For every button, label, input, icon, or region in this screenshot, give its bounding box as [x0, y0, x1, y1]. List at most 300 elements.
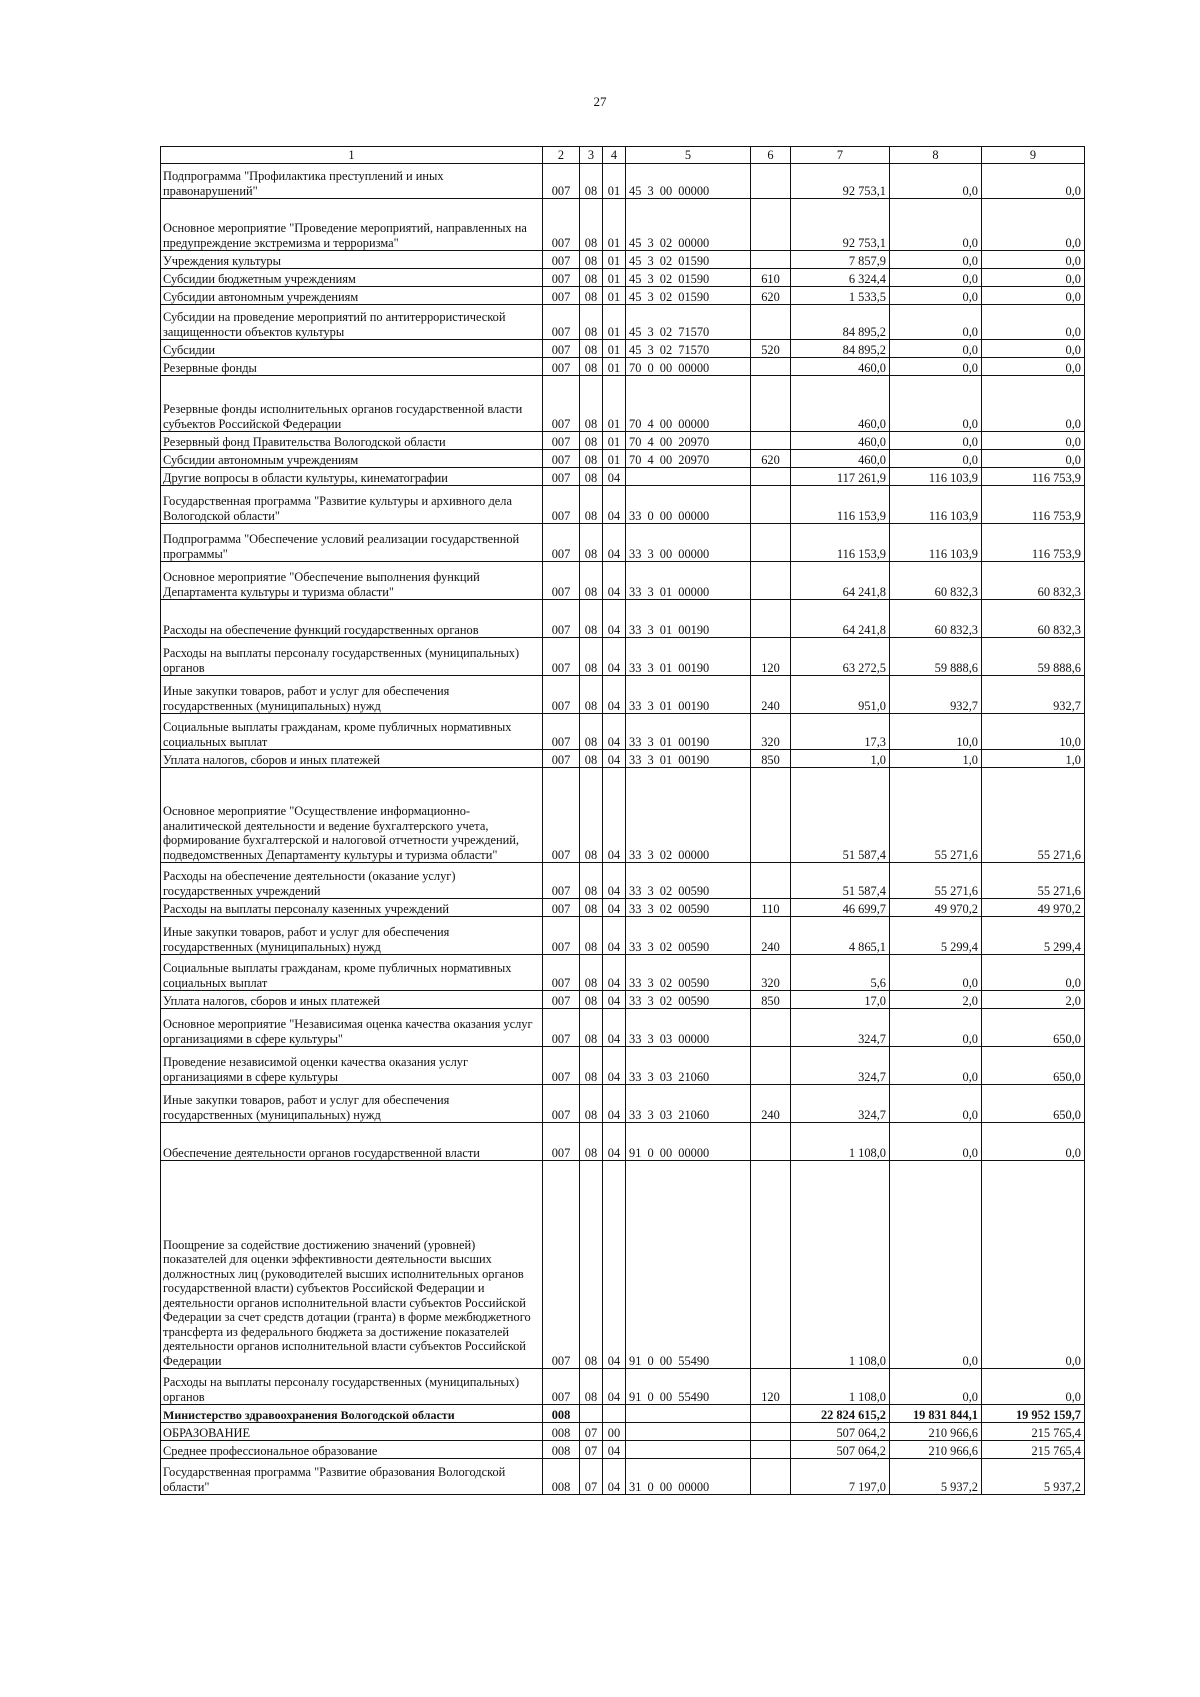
amount-year2-cell: 0,0 [890, 287, 982, 305]
section-code-cell: 08 [580, 638, 603, 676]
expense-type-cell [751, 1441, 791, 1459]
amount-year3-cell: 5 299,4 [982, 917, 1085, 955]
ved-code-cell: 007 [543, 1161, 580, 1369]
expense-type-cell [751, 1123, 791, 1161]
subsection-code-cell: 01 [603, 432, 626, 450]
subsection-code-cell [603, 1405, 626, 1423]
row-name-cell: Уплата налогов, сборов и иных платежей [161, 750, 543, 768]
subsection-code-cell: 04 [603, 1441, 626, 1459]
table-row [161, 768, 1085, 863]
row-name-cell: Подпрограмма "Обеспечение условий реализации государственной программы" [161, 524, 543, 562]
section-code-cell: 08 [580, 1085, 603, 1123]
amount-year3-cell: 932,7 [982, 676, 1085, 714]
ved-code-cell: 007 [543, 358, 580, 376]
subsection-code-cell: 04 [603, 768, 626, 863]
amount-year1-cell: 324,7 [791, 1047, 890, 1085]
amount-year2-cell: 0,0 [890, 305, 982, 340]
target-article-cell: 33 3 02 00000 [626, 768, 751, 863]
row-name-cell: Субсидии на проведение мероприятий по антитеррористической защищенности объектов культуры [161, 305, 543, 340]
section-code-cell: 08 [580, 376, 603, 432]
target-article-cell: 70 4 00 20970 [626, 450, 751, 468]
subsection-code-cell: 04 [603, 676, 626, 714]
section-code-cell: 08 [580, 305, 603, 340]
subsection-code-cell: 04 [603, 1047, 626, 1085]
ved-code-cell: 007 [543, 768, 580, 863]
amount-year1-cell: 1 533,5 [791, 287, 890, 305]
target-article-cell: 33 3 01 00190 [626, 676, 751, 714]
table-row [161, 1441, 1085, 1459]
amount-year1-cell: 92 753,1 [791, 164, 890, 199]
amount-year3-cell: 215 765,4 [982, 1423, 1085, 1441]
expense-type-cell: 620 [751, 287, 791, 305]
section-code-cell: 08 [580, 468, 603, 486]
target-article-cell: 45 3 02 00000 [626, 199, 751, 251]
subsection-code-cell: 04 [603, 955, 626, 991]
expense-type-cell [751, 562, 791, 600]
table-row [161, 1405, 1085, 1423]
subsection-code-cell: 01 [603, 269, 626, 287]
amount-year2-cell: 60 832,3 [890, 562, 982, 600]
header-cell: 5 [626, 147, 751, 164]
table-row [161, 676, 1085, 714]
amount-year1-cell: 46 699,7 [791, 899, 890, 917]
amount-year2-cell: 59 888,6 [890, 638, 982, 676]
amount-year3-cell: 49 970,2 [982, 899, 1085, 917]
amount-year1-cell: 507 064,2 [791, 1441, 890, 1459]
amount-year1-cell: 507 064,2 [791, 1423, 890, 1441]
amount-year1-cell: 51 587,4 [791, 768, 890, 863]
amount-year3-cell: 116 753,9 [982, 468, 1085, 486]
section-code-cell: 07 [580, 1441, 603, 1459]
ved-code-cell: 007 [543, 376, 580, 432]
row-name-cell: Основное мероприятие "Проведение мероприятий, направленных на предупреждение экстремизма и терроризма" [161, 199, 543, 251]
amount-year3-cell: 0,0 [982, 376, 1085, 432]
row-name-cell: Расходы на обеспечение деятельности (оказание услуг) государственных учреждений [161, 863, 543, 899]
target-article-cell [626, 1441, 751, 1459]
amount-year1-cell: 17,3 [791, 714, 890, 750]
table-row [161, 638, 1085, 676]
amount-year3-cell: 19 952 159,7 [982, 1405, 1085, 1423]
subsection-code-cell: 00 [603, 1423, 626, 1441]
header-cell: 9 [982, 147, 1085, 164]
section-code-cell: 08 [580, 750, 603, 768]
table-row [161, 1009, 1085, 1047]
expense-type-cell: 240 [751, 1085, 791, 1123]
row-name-cell: Министерство здравоохранения Вологодской области [161, 1405, 543, 1423]
amount-year2-cell: 0,0 [890, 376, 982, 432]
section-code-cell: 08 [580, 863, 603, 899]
expense-type-cell [751, 1047, 791, 1085]
expense-type-cell [751, 524, 791, 562]
amount-year2-cell: 10,0 [890, 714, 982, 750]
amount-year2-cell: 116 103,9 [890, 524, 982, 562]
target-article-cell: 70 0 00 00000 [626, 358, 751, 376]
amount-year1-cell: 324,7 [791, 1009, 890, 1047]
table-row [161, 750, 1085, 768]
target-article-cell: 33 3 03 21060 [626, 1047, 751, 1085]
subsection-code-cell: 04 [603, 600, 626, 638]
target-article-cell: 33 3 02 00590 [626, 955, 751, 991]
table-row [161, 269, 1085, 287]
amount-year1-cell: 1,0 [791, 750, 890, 768]
amount-year2-cell: 0,0 [890, 1123, 982, 1161]
ved-code-cell: 007 [543, 863, 580, 899]
amount-year3-cell: 650,0 [982, 1009, 1085, 1047]
subsection-code-cell: 04 [603, 1123, 626, 1161]
expense-type-cell: 520 [751, 340, 791, 358]
ved-code-cell: 007 [543, 714, 580, 750]
expense-type-cell [751, 486, 791, 524]
ved-code-cell: 007 [543, 524, 580, 562]
amount-year3-cell: 116 753,9 [982, 486, 1085, 524]
subsection-code-cell: 04 [603, 1161, 626, 1369]
ved-code-cell: 007 [543, 1047, 580, 1085]
amount-year1-cell: 116 153,9 [791, 486, 890, 524]
ved-code-cell: 007 [543, 305, 580, 340]
table-row [161, 991, 1085, 1009]
amount-year3-cell: 55 271,6 [982, 768, 1085, 863]
section-code-cell: 08 [580, 1009, 603, 1047]
amount-year2-cell: 0,0 [890, 955, 982, 991]
section-code-cell: 08 [580, 450, 603, 468]
row-name-cell: Другие вопросы в области культуры, кинематографии [161, 468, 543, 486]
subsection-code-cell: 04 [603, 1085, 626, 1123]
row-name-cell: Расходы на обеспечение функций государственных органов [161, 600, 543, 638]
target-article-cell: 31 0 00 00000 [626, 1459, 751, 1495]
ved-code-cell: 007 [543, 340, 580, 358]
amount-year2-cell: 116 103,9 [890, 468, 982, 486]
amount-year1-cell: 7 857,9 [791, 251, 890, 269]
amount-year2-cell: 0,0 [890, 340, 982, 358]
section-code-cell: 08 [580, 1369, 603, 1405]
amount-year3-cell: 650,0 [982, 1047, 1085, 1085]
amount-year1-cell: 64 241,8 [791, 600, 890, 638]
amount-year2-cell: 932,7 [890, 676, 982, 714]
ved-code-cell: 007 [543, 676, 580, 714]
table-row [161, 358, 1085, 376]
expense-type-cell [751, 600, 791, 638]
target-article-cell: 70 4 00 00000 [626, 376, 751, 432]
amount-year2-cell: 19 831 844,1 [890, 1405, 982, 1423]
row-name-cell: Основное мероприятие "Независимая оценка качества оказания услуг организациями в сфере культуры" [161, 1009, 543, 1047]
row-name-cell: Основное мероприятие "Осуществление информационно-аналитической деятельности и ведение бухгалтерского учета, формирование бухгалтерской и налоговой отчетности учреждений, подведомственных Департаменту культуры и туризма области" [161, 768, 543, 863]
section-code-cell: 08 [580, 524, 603, 562]
section-code-cell: 08 [580, 600, 603, 638]
amount-year2-cell: 210 966,6 [890, 1423, 982, 1441]
amount-year1-cell: 1 108,0 [791, 1161, 890, 1369]
ved-code-cell: 007 [543, 199, 580, 251]
table-row [161, 251, 1085, 269]
amount-year1-cell: 460,0 [791, 358, 890, 376]
row-name-cell: Уплата налогов, сборов и иных платежей [161, 991, 543, 1009]
target-article-cell: 33 0 00 00000 [626, 486, 751, 524]
amount-year3-cell: 0,0 [982, 1369, 1085, 1405]
target-article-cell: 33 3 00 00000 [626, 524, 751, 562]
section-code-cell: 08 [580, 358, 603, 376]
row-name-cell: Субсидии [161, 340, 543, 358]
amount-year1-cell: 63 272,5 [791, 638, 890, 676]
amount-year2-cell: 1,0 [890, 750, 982, 768]
amount-year1-cell: 460,0 [791, 432, 890, 450]
amount-year3-cell: 5 937,2 [982, 1459, 1085, 1495]
amount-year3-cell: 0,0 [982, 1161, 1085, 1369]
row-name-cell: Среднее профессиональное образование [161, 1441, 543, 1459]
row-name-cell: Основное мероприятие "Обеспечение выполнения функций Департамента культуры и туризма области" [161, 562, 543, 600]
target-article-cell: 45 3 02 71570 [626, 340, 751, 358]
ved-code-cell: 007 [543, 750, 580, 768]
amount-year3-cell: 0,0 [982, 1123, 1085, 1161]
expense-type-cell: 110 [751, 899, 791, 917]
expense-type-cell [751, 863, 791, 899]
section-code-cell: 07 [580, 1423, 603, 1441]
target-article-cell [626, 1423, 751, 1441]
target-article-cell: 91 0 00 00000 [626, 1123, 751, 1161]
target-article-cell: 33 3 01 00190 [626, 750, 751, 768]
table-row [161, 486, 1085, 524]
amount-year2-cell: 0,0 [890, 199, 982, 251]
ved-code-cell: 007 [543, 1123, 580, 1161]
expense-type-cell: 320 [751, 955, 791, 991]
section-code-cell: 08 [580, 768, 603, 863]
target-article-cell: 91 0 00 55490 [626, 1369, 751, 1405]
table-row [161, 600, 1085, 638]
ved-code-cell: 007 [543, 287, 580, 305]
section-code-cell: 08 [580, 287, 603, 305]
amount-year3-cell: 215 765,4 [982, 1441, 1085, 1459]
expense-type-cell: 320 [751, 714, 791, 750]
subsection-code-cell: 04 [603, 714, 626, 750]
section-code-cell: 08 [580, 562, 603, 600]
expense-type-cell [751, 1161, 791, 1369]
header-cell: 4 [603, 147, 626, 164]
amount-year3-cell: 59 888,6 [982, 638, 1085, 676]
expense-type-cell [751, 1009, 791, 1047]
subsection-code-cell: 04 [603, 468, 626, 486]
expense-type-cell [751, 358, 791, 376]
section-code-cell: 08 [580, 340, 603, 358]
row-name-cell: Государственная программа "Развитие культуры и архивного дела Вологодской области" [161, 486, 543, 524]
ved-code-cell: 007 [543, 1009, 580, 1047]
amount-year3-cell: 0,0 [982, 305, 1085, 340]
row-name-cell: Подпрограмма "Профилактика преступлений и иных правонарушений" [161, 164, 543, 199]
subsection-code-cell: 04 [603, 486, 626, 524]
target-article-cell: 91 0 00 55490 [626, 1161, 751, 1369]
amount-year2-cell: 0,0 [890, 358, 982, 376]
amount-year3-cell: 0,0 [982, 251, 1085, 269]
amount-year3-cell: 55 271,6 [982, 863, 1085, 899]
amount-year3-cell: 116 753,9 [982, 524, 1085, 562]
section-code-cell: 07 [580, 1459, 603, 1495]
target-article-cell: 45 3 02 01590 [626, 269, 751, 287]
table-row [161, 199, 1085, 251]
amount-year1-cell: 117 261,9 [791, 468, 890, 486]
row-name-cell: Проведение независимой оценки качества оказания услуг организациями в сфере культуры [161, 1047, 543, 1085]
amount-year2-cell: 0,0 [890, 1369, 982, 1405]
subsection-code-cell: 04 [603, 750, 626, 768]
page-number: 27 [593, 94, 607, 109]
table-row [161, 955, 1085, 991]
subsection-code-cell: 01 [603, 164, 626, 199]
amount-year2-cell: 0,0 [890, 1085, 982, 1123]
subsection-code-cell: 04 [603, 524, 626, 562]
expense-type-cell: 240 [751, 917, 791, 955]
subsection-code-cell: 04 [603, 1009, 626, 1047]
ved-code-cell: 007 [543, 600, 580, 638]
section-code-cell: 08 [580, 955, 603, 991]
amount-year1-cell: 84 895,2 [791, 340, 890, 358]
target-article-cell: 33 3 02 00590 [626, 991, 751, 1009]
subsection-code-cell: 01 [603, 340, 626, 358]
subsection-code-cell: 01 [603, 376, 626, 432]
header-row [161, 147, 1085, 164]
amount-year1-cell: 324,7 [791, 1085, 890, 1123]
section-code-cell [580, 1405, 603, 1423]
amount-year3-cell: 10,0 [982, 714, 1085, 750]
expense-type-cell [751, 305, 791, 340]
table-row [161, 1423, 1085, 1441]
row-name-cell: Иные закупки товаров, работ и услуг для обеспечения государственных (муниципальных) нужд [161, 917, 543, 955]
target-article-cell: 33 3 01 00190 [626, 600, 751, 638]
ved-code-cell: 007 [543, 468, 580, 486]
amount-year2-cell: 5 299,4 [890, 917, 982, 955]
amount-year3-cell: 60 832,3 [982, 562, 1085, 600]
header-cell: 1 [161, 147, 543, 164]
subsection-code-cell: 04 [603, 562, 626, 600]
amount-year1-cell: 5,6 [791, 955, 890, 991]
ved-code-cell: 008 [543, 1405, 580, 1423]
expense-type-cell [751, 1459, 791, 1495]
amount-year3-cell: 1,0 [982, 750, 1085, 768]
section-code-cell: 08 [580, 991, 603, 1009]
expense-type-cell [751, 468, 791, 486]
section-code-cell: 08 [580, 1123, 603, 1161]
amount-year3-cell: 0,0 [982, 269, 1085, 287]
amount-year1-cell: 64 241,8 [791, 562, 890, 600]
row-name-cell: Расходы на выплаты персоналу государственных (муниципальных) органов [161, 638, 543, 676]
row-name-cell: Субсидии автономным учреждениям [161, 287, 543, 305]
section-code-cell: 08 [580, 432, 603, 450]
amount-year2-cell: 210 966,6 [890, 1441, 982, 1459]
table-row [161, 1369, 1085, 1405]
subsection-code-cell: 04 [603, 917, 626, 955]
table-row [161, 340, 1085, 358]
ved-code-cell: 007 [543, 955, 580, 991]
section-code-cell: 08 [580, 269, 603, 287]
target-article-cell: 33 3 02 00590 [626, 899, 751, 917]
section-code-cell: 08 [580, 1161, 603, 1369]
amount-year1-cell: 51 587,4 [791, 863, 890, 899]
table-row [161, 1161, 1085, 1369]
ved-code-cell: 007 [543, 432, 580, 450]
amount-year2-cell: 0,0 [890, 1009, 982, 1047]
table-row [161, 1123, 1085, 1161]
expense-type-cell [751, 251, 791, 269]
header-cell: 7 [791, 147, 890, 164]
subsection-code-cell: 04 [603, 863, 626, 899]
amount-year1-cell: 460,0 [791, 376, 890, 432]
section-code-cell: 08 [580, 486, 603, 524]
amount-year2-cell: 49 970,2 [890, 899, 982, 917]
amount-year1-cell: 951,0 [791, 676, 890, 714]
amount-year1-cell: 6 324,4 [791, 269, 890, 287]
section-code-cell: 08 [580, 899, 603, 917]
amount-year3-cell: 0,0 [982, 358, 1085, 376]
target-article-cell: 33 3 01 00000 [626, 562, 751, 600]
table-row [161, 287, 1085, 305]
expense-type-cell [751, 768, 791, 863]
expense-type-cell: 240 [751, 676, 791, 714]
target-article-cell: 33 3 01 00190 [626, 714, 751, 750]
section-code-cell: 08 [580, 714, 603, 750]
amount-year2-cell: 0,0 [890, 164, 982, 199]
ved-code-cell: 007 [543, 917, 580, 955]
row-name-cell: Поощрение за содействие достижению значений (уровней) показателей для оценки эффективности деятельности высших должностных лиц (руководителей высших исполнительных органов государственной власти) субъектов Российской Федерации и деятельности органов исполнительной власти субъектов Российской Федерации за счет средств дотации (гранта) в форме межбюджетного трансферта из федерального бюджета за достижение показателей деятельности органов исполнительной власти субъектов Российской Федерации [161, 1161, 543, 1369]
subsection-code-cell: 01 [603, 199, 626, 251]
ved-code-cell: 007 [543, 269, 580, 287]
target-article-cell: 33 3 01 00190 [626, 638, 751, 676]
subsection-code-cell: 04 [603, 638, 626, 676]
table-row [161, 863, 1085, 899]
subsection-code-cell: 04 [603, 899, 626, 917]
subsection-code-cell: 04 [603, 991, 626, 1009]
amount-year1-cell: 92 753,1 [791, 199, 890, 251]
subsection-code-cell: 01 [603, 287, 626, 305]
amount-year2-cell: 55 271,6 [890, 863, 982, 899]
subsection-code-cell: 01 [603, 450, 626, 468]
ved-code-cell: 008 [543, 1441, 580, 1459]
subsection-code-cell: 04 [603, 1459, 626, 1495]
target-article-cell: 70 4 00 20970 [626, 432, 751, 450]
expense-type-cell [751, 199, 791, 251]
ved-code-cell: 007 [543, 991, 580, 1009]
amount-year3-cell: 0,0 [982, 955, 1085, 991]
expense-type-cell [751, 432, 791, 450]
target-article-cell: 45 3 02 01590 [626, 287, 751, 305]
header-cell: 6 [751, 147, 791, 164]
amount-year1-cell: 116 153,9 [791, 524, 890, 562]
amount-year3-cell: 0,0 [982, 164, 1085, 199]
table-row [161, 899, 1085, 917]
expense-type-cell [751, 164, 791, 199]
amount-year2-cell: 0,0 [890, 432, 982, 450]
header-cell: 2 [543, 147, 580, 164]
amount-year1-cell: 84 895,2 [791, 305, 890, 340]
amount-year3-cell: 650,0 [982, 1085, 1085, 1123]
target-article-cell: 33 3 02 00590 [626, 863, 751, 899]
ved-code-cell: 007 [543, 1085, 580, 1123]
target-article-cell: 33 3 02 00590 [626, 917, 751, 955]
table-row [161, 562, 1085, 600]
row-name-cell: Иные закупки товаров, работ и услуг для обеспечения государственных (муниципальных) нужд [161, 1085, 543, 1123]
header-cell: 3 [580, 147, 603, 164]
amount-year3-cell: 0,0 [982, 287, 1085, 305]
expense-type-cell: 850 [751, 991, 791, 1009]
expense-type-cell: 120 [751, 1369, 791, 1405]
amount-year3-cell: 0,0 [982, 450, 1085, 468]
table-row [161, 917, 1085, 955]
row-name-cell: ОБРАЗОВАНИЕ [161, 1423, 543, 1441]
row-name-cell: Социальные выплаты гражданам, кроме публичных нормативных социальных выплат [161, 955, 543, 991]
target-article-cell [626, 468, 751, 486]
amount-year2-cell: 60 832,3 [890, 600, 982, 638]
target-article-cell: 45 3 02 01590 [626, 251, 751, 269]
table-row [161, 432, 1085, 450]
amount-year2-cell: 2,0 [890, 991, 982, 1009]
table-row [161, 524, 1085, 562]
amount-year1-cell: 460,0 [791, 450, 890, 468]
row-name-cell: Учреждения культуры [161, 251, 543, 269]
row-name-cell: Иные закупки товаров, работ и услуг для обеспечения государственных (муниципальных) нужд [161, 676, 543, 714]
